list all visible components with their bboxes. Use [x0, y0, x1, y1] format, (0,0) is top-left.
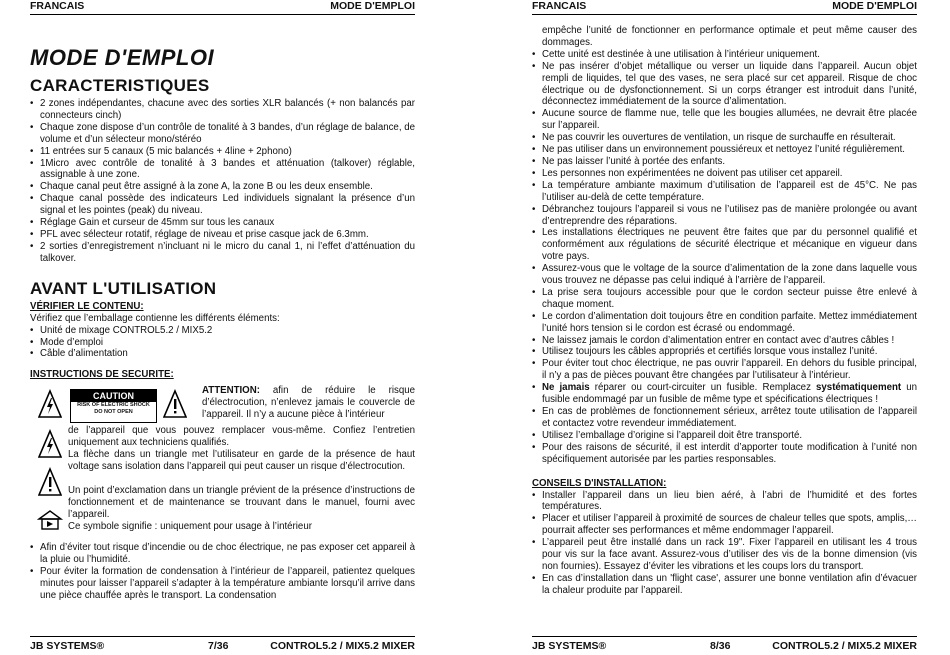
exclamation-warning-icon [38, 467, 62, 497]
attention-label: ATTENTION: [202, 385, 260, 397]
footer-brand: JB SYSTEMS® [30, 640, 105, 652]
list-item: • L’appareil peut être installé dans un rack 19". Fixer l’appareil en utilisant les 4 trous pour vis sur la face avant. Assurez-vous d’utiliser des vis de la bonne dimension (vis non fournies). Essayez d’éviter les vibrations et les coups lors du transport. [532, 537, 917, 573]
features-list [30, 98, 415, 265]
caution-label [70, 389, 157, 423]
features-heading: CARACTERISTIQUES [30, 76, 210, 95]
page-footer [532, 636, 917, 655]
header-doc-title: MODE D'EMPLOI [832, 0, 917, 12]
body-text: réparer ou court-circuiter un fusible. Remplacez [589, 382, 817, 394]
list-item: • Assurez-vous que le voltage de la source d’alimentation de la zone dans laquelle vous vous trouvez ne dépasse pas celui indiqué à l’arrière de l’appareil. [532, 263, 917, 287]
list-item: • Ne pas insérer d’objet métallique ou verser un liquide dans l’appareil. Aucun objet rempli de liquides, tel que des vases, ne sera placé sur cet appareil. Risque de choc électrique ou de dysfonctionnement. Si un corps étranger est introduit dans l’unité, déconnectez immédiatement de la source d’alimentation. [532, 61, 917, 109]
right-content [532, 25, 917, 597]
installation-subheading: CONSEILS D'INSTALLATION: [532, 477, 667, 489]
list-item: • Pour des raisons de sécurité, il est interdit d’apporter toute modification à l’unité non spécifiquement autorisée par les parties responsables. [532, 442, 917, 466]
list-item: • Chaque canal peut être assigné à la zone A, la zone B ou les deux ensemble. [30, 181, 415, 193]
list-item: • Le cordon d’alimentation doit toujours être en condition parfaite. Mettez immédiatement l’unité hors tension si le cordon est écrasé ou endommagé. [532, 311, 917, 335]
list-item: • Câble d’alimentation [30, 348, 415, 360]
verify-contents-subheading: VÉRIFIER LE CONTENU: [30, 300, 144, 312]
header-language: FRANCAIS [30, 0, 85, 12]
list-item: • Chaque zone dispose d’un contrôle de tonalité à 3 bandes, d’un réglage de balance, de volume et d’un sélecteur mono/stéréo [30, 122, 415, 146]
caution-title: CAUTION [71, 390, 156, 402]
left-content [30, 40, 415, 602]
emphasis-text: systématiquement [816, 382, 902, 394]
list-item: • Pour éviter la formation de condensation à l’intérieur de l’appareil, patientez quelques minutes pour laisser l’appareil s’adapter à la température ambiante lorsqu’il arrive dans une pièce chauffée après le transport. La condensation [30, 566, 415, 602]
indoor-use-icon [36, 509, 64, 531]
safety-subheading: INSTRUCTIONS DE SECURITE: [30, 369, 174, 381]
footer-brand: JB SYSTEMS® [532, 640, 607, 652]
footer-page-number: 8/36 [710, 640, 731, 652]
left-page [30, 0, 415, 654]
list-item: • Pour éviter tout choc électrique, ne pas ouvrir l’appareil. En dehors du fusible principal, il n’y a pas de pièces pouvant être changées par l’utilisateur à l’intérieur. [532, 358, 917, 382]
exclamation-explanation: Un point d’exclamation dans un triangle prévient de la présence d’instructions de fonctionnement et de maintenance se trouvant dans le manuel, fourni avec l’appareil. [68, 485, 415, 521]
list-item: • Ne pas laisser l’unité à portée des enfants. [532, 156, 917, 168]
indoor-symbol-explanation: Ce symbole signifie : uniquement pour usage à l’intérieur [68, 521, 312, 533]
footer-model: CONTROL5.2 / MIX5.2 MIXER [270, 640, 415, 652]
page-footer [30, 636, 415, 655]
list-item: • Ne laissez jamais le cordon d’alimentation entrer en contact avec d’autres câbles ! [532, 335, 917, 347]
attention-text: afin de réduire le risque d’électrocution, n’enlevez jamais le couvercle de l’appareil. Il n’y a aucune pièce à l’intérieur [202, 385, 415, 421]
list-item: • Utilisez l’emballage d’origine si l’appareil doit être transporté. [532, 430, 917, 442]
list-item: • 11 entrées sur 5 canaux (5 mic balancés + 4line + 2phono) [30, 146, 415, 158]
list-item: • Ne pas utiliser dans un environnement poussiéreux et nettoyez l’unité régulièrement. [532, 144, 917, 156]
contents-list [30, 325, 415, 361]
before-use-heading: AVANT L'UTILISATION [30, 278, 217, 298]
page-title: MODE D'EMPLOI [30, 45, 215, 70]
list-item: • Placer et utiliser l’appareil à proximité de sources de chaleur telles que spots, amplis,… pourrait affecter ses performances et même endommager l’appareil. [532, 513, 917, 537]
lightning-warning-icon [38, 389, 62, 419]
emphasis-text: Ne jamais [542, 382, 590, 394]
list-item: • Afin d’éviter tout risque d’incendie ou de choc électrique, ne pas exposer cet appareil à la pluie ou l’humidité. [30, 542, 415, 566]
lightning-warning-icon [38, 429, 62, 459]
attention-continuation: de l’appareil que vous pouvez remplacer vous-même. Confiez l’entretien uniquement aux techniciens qualifiés. [68, 425, 415, 449]
caution-text: DO NOT OPEN [94, 409, 133, 416]
list-item: • Utilisez toujours les câbles appropriés et certifiés lorsque vous installez l’unité. [532, 346, 917, 358]
installation-list [532, 490, 917, 597]
list-item: • En cas d’installation dans un 'flight case', assurer une bonne ventilation afin d’évacuer la chaleur produite par l’appareil. [532, 573, 917, 597]
list-item: • Unité de mixage CONTROL5.2 / MIX5.2 [30, 325, 415, 337]
page-header [532, 0, 917, 15]
list-item: • Les personnes non expérimentées ne doivent pas utiliser cet appareil. [532, 168, 917, 180]
right-page [532, 0, 917, 654]
header-doc-title: MODE D'EMPLOI [330, 0, 415, 12]
list-item: • 2 zones indépendantes, chacune avec des sorties XLR balancés (+ non balancés par connecteurs cinch) [30, 98, 415, 122]
safety-list [532, 49, 917, 466]
list-item: • Aucune source de flamme nue, telle que les bougies allumées, ne devrait être placée sur l’appareil. [532, 108, 917, 132]
list-item: • La prise sera toujours accessible pour que le cordon secteur puisse être enlevé à chaque moment. [532, 287, 917, 311]
list-item: • 2 sorties d’enregistrement n’incluant ni le micro du canal 1, ni l’effet d’atténuation du talkover. [30, 241, 415, 265]
list-item: • Cette unité est destinée à une utilisation à l’intérieur uniquement. [532, 49, 917, 61]
verify-intro: Vérifiez que l’emballage contienne les différents éléments: [30, 312, 280, 324]
lightning-explanation: La flèche dans un triangle met l’utilisateur en garde de la présence de haut voltage sans isolation dans l’appareil qui peut causer un risque d’électrocution. [68, 449, 415, 473]
list-item: • PFL avec sélecteur rotatif, réglage de niveau et prise casque jack de 6.3mm. [30, 229, 415, 241]
list-item [532, 382, 917, 406]
page-header [30, 0, 415, 15]
list-item: • Réglage Gain et curseur de 45mm sur tous les canaux [30, 217, 415, 229]
body-text: un fusible endommagé par un fusible de même type et spécifications électriques ! [542, 382, 917, 406]
safety-block [30, 385, 415, 533]
list-item: • Chaque canal possède des indicateurs Led individuels signalant la présence d’un signal et les pointes (peak) du niveau. [30, 193, 415, 217]
continued-text: empêche l’unité de fonctionner en performance optimale et peut même causer des dommages. [542, 25, 917, 48]
list-item: • Installer l’appareil dans un lieu bien aéré, à l’abri de l’humidité et des fortes températures. [532, 490, 917, 514]
list-item: • Les installations électriques ne peuvent être faites que par du personnel qualifié et conformément aux régulations de sécurité électrique et mécanique en vigueur dans votre pays. [532, 227, 917, 263]
caution-text: RISK OF ELECTRIC SHOCK [77, 402, 150, 409]
list-item: • La température ambiante maximum d’utilisation de l’appareil est de 45°C. Ne pas l’utiliser au-delà de cette température. [532, 180, 917, 204]
header-language: FRANCAIS [532, 0, 587, 12]
exclamation-warning-icon [163, 389, 187, 419]
list-item: • En cas de problèmes de fonctionnement sérieux, arrêtez toute utilisation de l’appareil et contactez votre revendeur immédiatement. [532, 406, 917, 430]
safety-list [30, 542, 415, 602]
footer-page-number: 7/36 [208, 640, 229, 652]
footer-model: CONTROL5.2 / MIX5.2 MIXER [772, 640, 917, 652]
list-item: • Mode d’emploi [30, 337, 415, 349]
list-item: • Débranchez toujours l’appareil si vous ne l’utilisez pas de manière prolongée ou avant d’entreprendre des réparations. [532, 204, 917, 228]
list-item: • Ne pas couvrir les ouvertures de ventilation, un risque de surchauffe en résulterait. [532, 132, 917, 144]
list-item: • 1Micro avec contrôle de tonalité à 3 bandes et atténuation (talkover) réglable, assignable à une zone. [30, 158, 415, 182]
